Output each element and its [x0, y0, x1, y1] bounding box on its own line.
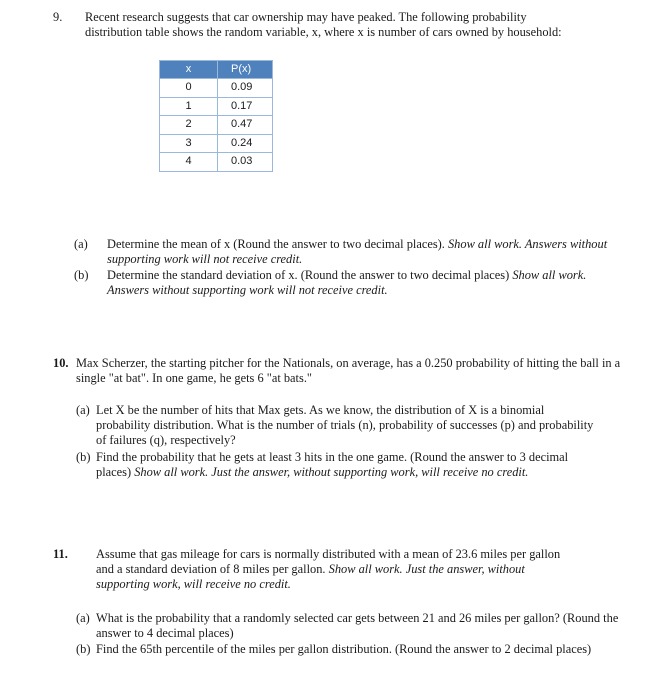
- q9-part-a-instruction: Show all work. Answers without supporting work will not receive credit.: [107, 237, 608, 266]
- q10-part-b-label: (b): [76, 450, 91, 464]
- q11-intro-body: [96, 547, 563, 592]
- q11-part-a: [76, 611, 636, 641]
- table-row: [160, 79, 273, 98]
- col-header-x: x: [160, 61, 218, 79]
- q10-part-b-body: [96, 450, 596, 480]
- cell-px: 0.03: [218, 153, 273, 172]
- q10-part-a-text: Let X be the number of hits that Max gets. As we know, the distribution of X is a binomial probability distribution. What is the number of trials (n), probability of successes (p) and probability of failures (q), respectively?: [96, 403, 594, 447]
- cell-x: 1: [160, 97, 218, 116]
- probability-table: [159, 60, 273, 172]
- q10-part-a-label: (a): [76, 403, 90, 417]
- q9-part-b-text: Determine the standard deviation of x. (Round the answer to two decimal places): [107, 268, 510, 282]
- q10-intro: Max Scherzer, the starting pitcher for the Nationals, on average, has a 0.250 probability of hitting the ball in a single "at bat". In one game, he gets 6 "at bats.": [76, 356, 621, 385]
- q11-stem: [53, 547, 563, 592]
- cell-x: 2: [160, 116, 218, 135]
- q9-part-b-instruction: Show all work. Answers without supporting work will not receive credit.: [107, 268, 587, 297]
- q9-part-b-body: [107, 268, 614, 298]
- q9-part-a-text: Determine the mean of x (Round the answer to two decimal places).: [107, 237, 445, 251]
- q11-intro-instruction: Show all work. Just the answer, without supporting work, will receive no credit.: [96, 562, 525, 591]
- cell-px: 0.17: [218, 97, 273, 116]
- q11-part-b-text: Find the 65th percentile of the miles per gallon distribution. (Round the answer to 2 decimal places): [96, 642, 592, 656]
- cell-px: 0.24: [218, 134, 273, 153]
- col-header-px: P(x): [218, 61, 273, 79]
- q11-number: 11.: [53, 547, 68, 561]
- q11-part-b: [76, 642, 636, 657]
- q9-number: 9.: [53, 10, 63, 24]
- q10-stem: [53, 356, 633, 386]
- q9-part-a-label: (a): [74, 237, 88, 251]
- table-row: [160, 134, 273, 153]
- table-row: [160, 153, 273, 172]
- cell-px: 0.47: [218, 116, 273, 135]
- q9-part-b: [74, 268, 614, 298]
- table-row: [160, 97, 273, 116]
- q11-intro: Assume that gas mileage for cars is normally distributed with a mean of 23.6 miles per gallon and a standard deviation of 8 miles per gallon.: [96, 547, 561, 576]
- q9-part-a-body: [107, 237, 614, 267]
- table-row: [160, 116, 273, 135]
- cell-x: 3: [160, 134, 218, 153]
- q10-part-b-text: Find the probability that he gets at least 3 hits in the one game. (Round the answer to 3 decimal places): [96, 450, 569, 479]
- q9-stem: [85, 10, 645, 40]
- cell-px: 0.09: [218, 79, 273, 98]
- q10-part-a: [76, 403, 596, 448]
- q11-part-a-text: What is the probability that a randomly selected car gets between 21 and 26 miles per gallon? (Round the answer to 4 decimal places): [96, 611, 619, 640]
- table-header-row: [160, 61, 273, 79]
- q9-stem-line2: distribution table shows the random variable, x, where x is number of cars owned by household:: [85, 25, 562, 39]
- q11-part-b-label: (b): [76, 642, 91, 656]
- q9-part-a: [74, 237, 614, 267]
- q10-part-b: [76, 450, 596, 480]
- q11-part-a-label: (a): [76, 611, 90, 625]
- q10-number: 10.: [53, 356, 69, 370]
- q9-part-b-label: (b): [74, 268, 89, 282]
- cell-x: 4: [160, 153, 218, 172]
- q9-stem-line1: Recent research suggests that car ownership may have peaked. The following probability: [85, 10, 527, 24]
- cell-x: 0: [160, 79, 218, 98]
- q10-part-b-instruction: Show all work. Just the answer, without supporting work, will receive no credit.: [134, 465, 529, 479]
